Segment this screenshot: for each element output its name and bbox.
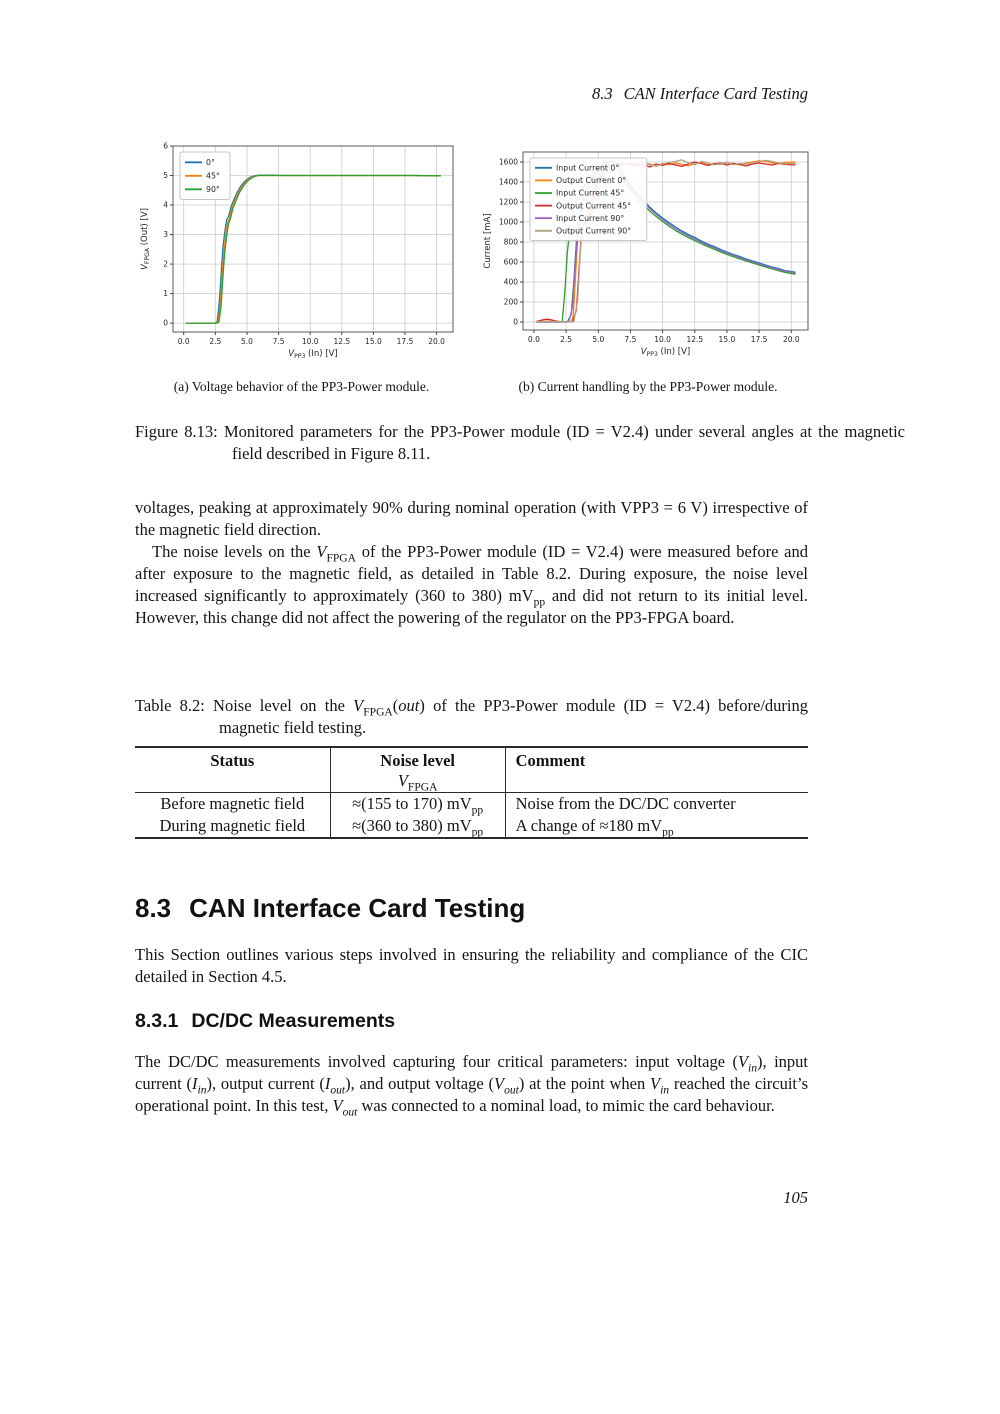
cell-noise-level: ≈(155 to 170) $mV_{pp}$	[330, 793, 505, 816]
table-caption: Table 8.2: Noise level on the $V_{FPGA}(out)$ of the PP3-Power module (ID = V2.4) before/during magnetic field testing.	[135, 696, 808, 737]
svg-text:0.0: 0.0	[527, 335, 540, 344]
subsection-number: 8.3.1	[135, 1010, 179, 1032]
subcaption-a: (a) Voltage behavior of the PP3-Power module.	[173, 379, 430, 394]
svg-text:1200: 1200	[498, 197, 518, 207]
cell-status: Before magnetic field	[160, 794, 305, 813]
svg-text:2: 2	[163, 259, 168, 269]
svg-text:10.0: 10.0	[301, 337, 319, 346]
svg-text:15.0: 15.0	[365, 337, 382, 346]
table-8-2	[135, 695, 808, 839]
current-chart	[478, 138, 818, 368]
svg-text:1000: 1000	[498, 217, 518, 227]
cell-noise-level: ≈(360 to 380) $mV_{pp}$	[330, 815, 505, 838]
svg-text:Output Current 90°: Output Current 90°	[556, 226, 632, 236]
paragraph-voltages: voltages, peaking at approximately 90% during nominal operation (with VPP3 = 6 V) irrespective of the magnetic field direction.	[135, 498, 808, 539]
subsection-heading	[135, 1010, 395, 1033]
svg-text:0°: 0°	[206, 157, 215, 167]
svg-text:2.5: 2.5	[209, 337, 222, 346]
svg-text:Input Current 0°: Input Current 0°	[556, 163, 620, 173]
running-head	[135, 84, 808, 104]
voltage-chart	[135, 138, 468, 368]
figure-8-13	[135, 138, 905, 465]
svg-text:1400: 1400	[498, 177, 518, 187]
svg-text:2.5: 2.5	[560, 335, 573, 344]
section-title: CAN Interface Card Testing	[189, 893, 526, 923]
cell-status: During magnetic field	[159, 816, 306, 835]
svg-text:10.0: 10.0	[654, 335, 671, 344]
svg-text:20.0: 20.0	[782, 335, 800, 344]
svg-text:45°: 45°	[206, 171, 220, 181]
svg-text:800: 800	[503, 237, 518, 247]
col-header-noise-level-title: Noise level	[380, 751, 455, 770]
svg-text:Output Current 45°: Output Current 45°	[556, 201, 632, 211]
svg-text:7.5: 7.5	[624, 335, 637, 344]
section-heading	[135, 893, 525, 924]
svg-text:17.5: 17.5	[396, 337, 414, 346]
figure-panel-b	[478, 138, 818, 395]
svg-text:Output Current 0°: Output Current 0°	[556, 176, 627, 186]
col-header-noise-level	[330, 747, 505, 793]
svg-text:1600: 1600	[498, 157, 518, 167]
col-header-comment: Comment	[505, 747, 808, 793]
svg-text:5.0: 5.0	[241, 337, 253, 346]
svg-text:3: 3	[163, 230, 168, 240]
svg-text:VFPGA (Out) [V]: $V_{FPGA}$ (Out) [V]	[140, 208, 151, 270]
col-header-noise-level-sub: $V_{FPGA}$	[397, 771, 438, 794]
svg-text:Current [mA]: Current [mA]	[483, 213, 493, 269]
running-head-number: 8.3	[591, 84, 613, 103]
svg-text:20.0: 20.0	[428, 337, 445, 346]
running-head-title: CAN Interface Card Testing	[623, 84, 808, 103]
cell-comment: Noise from the DC/DC converter	[515, 794, 736, 813]
svg-text:Input Current 45°: Input Current 45°	[556, 188, 625, 198]
section-number: 8.3	[135, 893, 172, 923]
subsection-title: DC/DC Measurements	[191, 1010, 396, 1032]
svg-text:12.5: 12.5	[333, 337, 351, 346]
svg-text:VPP3 (In) [V]: $V_{PP3}$ (In) [V]	[640, 347, 691, 358]
svg-text:400: 400	[503, 277, 518, 287]
svg-text:17.5: 17.5	[750, 335, 768, 344]
svg-text:5: 5	[163, 171, 168, 181]
svg-text:200: 200	[503, 297, 518, 307]
svg-text:12.5: 12.5	[686, 335, 704, 344]
charts-row	[135, 138, 820, 395]
paragraph-dcdc: The DC/DC measurements involved capturing four critical parameters: input voltage $(V_{in})$, input current $(I_{in})$, output current $(I_{out})$, and output voltage $(V_{out})$ at the point when $V_{in}$ reached the circuit’s operational point. In this test, $V_{out}$ was connected to a nominal load, to mimic the card behaviour.	[135, 1052, 809, 1119]
figure-panel-a	[135, 138, 468, 395]
noise-table	[135, 746, 808, 839]
svg-text:15.0: 15.0	[718, 335, 736, 344]
svg-text:0: 0	[163, 318, 168, 328]
paragraph-noise-levels: The noise levels on the $V_{FPGA}$ of the PP3-Power module (ID = V2.4) were measured before and after exposure to the magnetic field, as detailed in Table 8.2. During exposure, the noise level increased significantly to approximately (360 to 380) $mV_{pp}$ and did not return to its initial level. However, this change did not affect the powering of the regulator on the PP3-FPGA board.	[135, 542, 808, 627]
figure-caption: Figure 8.13: Monitored parameters for the PP3-Power module (ID = V2.4) under several angles at the magnetic field described in Figure 8.11.	[135, 422, 905, 463]
table-row	[135, 793, 808, 816]
svg-text:0.0: 0.0	[177, 337, 190, 346]
table-header-row	[135, 747, 808, 793]
svg-text:VPP3 (In) [V]: $V_{PP3}$ (In) [V]	[288, 349, 338, 360]
cell-comment: A change of ≈180 $mV_{pp}$	[515, 816, 674, 839]
svg-text:7.5: 7.5	[272, 337, 285, 346]
body-text-block	[135, 497, 808, 629]
svg-text:6: 6	[163, 141, 168, 151]
svg-text:Input Current 90°: Input Current 90°	[556, 213, 625, 223]
col-header-status: Status	[135, 747, 330, 793]
svg-text:1: 1	[163, 289, 168, 299]
page-number: 105	[783, 1188, 808, 1207]
svg-text:90°: 90°	[206, 185, 220, 194]
svg-text:0: 0	[513, 317, 518, 327]
svg-text:4: 4	[163, 200, 168, 210]
svg-text:600: 600	[503, 257, 518, 267]
paragraph-section-intro: This Section outlines various steps involved in ensuring the reliability and compliance of the CIC detailed in Section 4.5.	[135, 945, 808, 986]
svg-text:5.0: 5.0	[592, 335, 605, 344]
table-row	[135, 815, 808, 838]
subcaption-b: (b) Current handling by the PP3-Power module.	[518, 379, 778, 394]
